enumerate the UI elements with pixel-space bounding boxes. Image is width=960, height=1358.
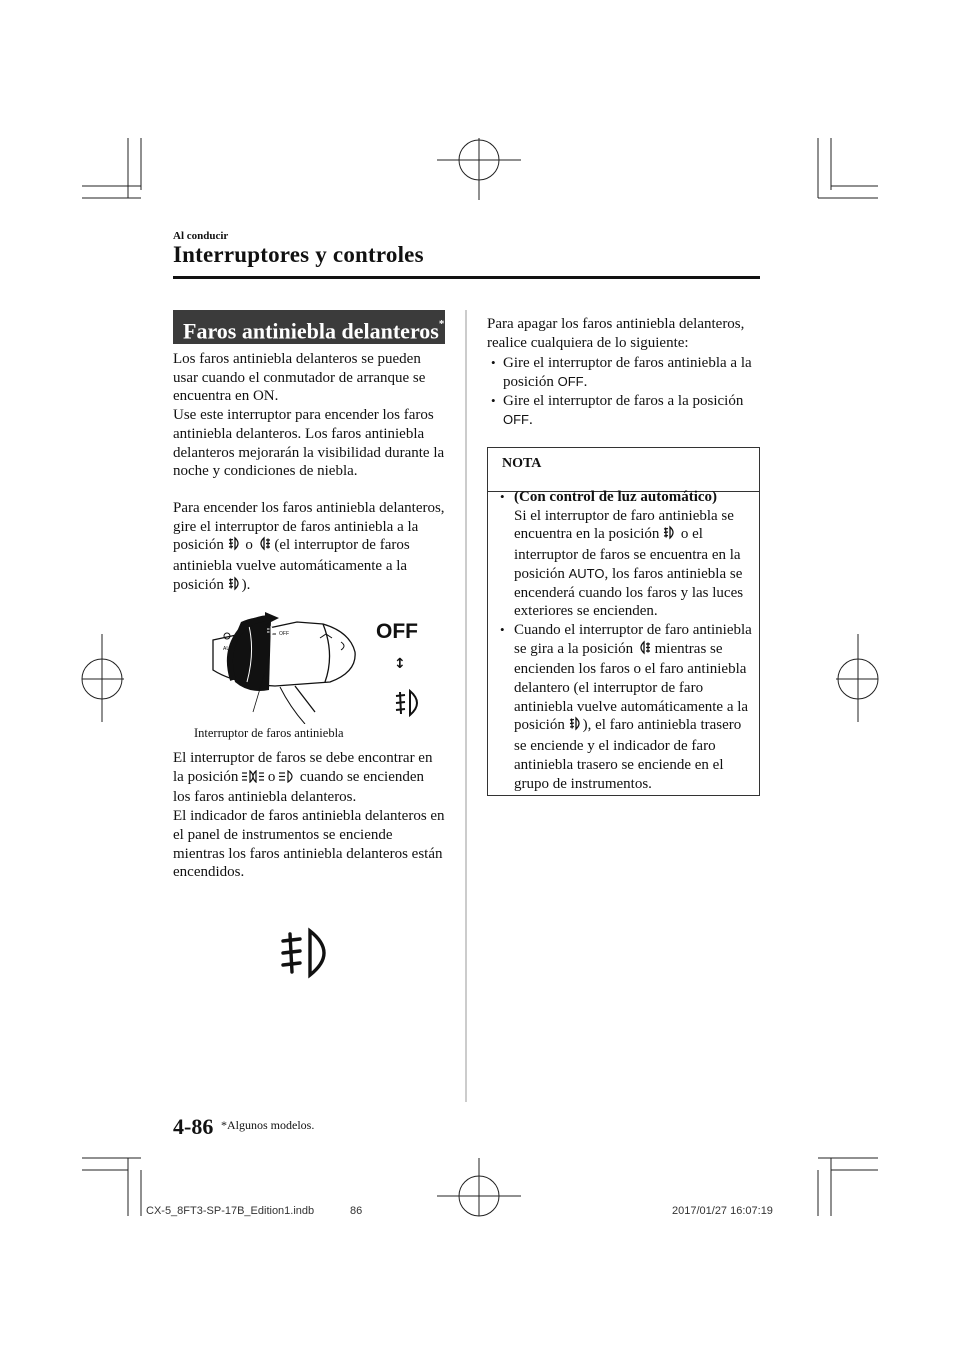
right-column [487,315,762,429]
header-rule [173,276,760,279]
intro-paragraph: Los faros antiniebla delanteros se pueden usar cuando el conmutador de arranque se encuentra en ON. [173,351,426,405]
headlight-text-c: cuando se encienden los faros antiniebla delanteros. [173,768,425,806]
turn-on-text-b: o [245,537,253,554]
print-datetime: 2017/01/27 16:07:19 [672,1205,773,1217]
note-text: o el interruptor de faros se encuentra en la posición [514,526,741,582]
banner-title: Faros antiniebla delanteros [183,318,439,344]
note-list [494,488,756,793]
page-number: 4-86 [173,1114,214,1139]
list-item: • Gire el interruptor de faros a la posición OFF. [489,392,762,429]
left-column-lower [173,749,445,882]
off-position-label: OFF [503,411,529,427]
turn-off-list [489,354,762,429]
usage-paragraph: Use este interruptor para encender los faros antiniebla delanteros. Los faros antiniebla delanteros mejorarán la visibilidad durante la noche y condiciones de niebla. [173,407,445,480]
list-item: • Gire el interruptor de faros antiniebla a la posición OFF. [489,354,762,391]
headlight-text-b: o [267,768,276,785]
figure-arrow: ↕ [394,656,406,672]
list-item-text: Gire el interruptor de faros a la posición [503,392,744,409]
figure-off-label: OFF [376,620,418,643]
list-item-text: Gire el interruptor de faros antiniebla a la posición [503,355,752,391]
turn-on-text-c: (el interruptor de faros antiniebla vuelve automáticamente a la posición [173,537,410,593]
print-file-page: 86 [350,1205,363,1217]
front-fog-light-icon [394,688,426,718]
rear-fog-light-icon [257,536,271,557]
front-fog-light-icon [663,525,677,546]
note-text: , los faros antiniebla se encenderá cuando los faros y las luces exteriores se encienden. [514,565,744,620]
turn-on-text-a: Para encender los faros antiniebla delanteros, gire el interruptor de faros antiniebla a la posición [173,499,445,554]
note-text: Si el interruptor de faro antiniebla se encuentra en la posición [514,507,734,543]
auto-position-label: AUTO [568,565,605,581]
note-body [494,488,756,793]
off-position-label: OFF [557,374,584,390]
turn-on-text-d: ). [241,576,251,593]
figure-caption: Interruptor de faros antiniebla [194,726,344,740]
note-title: NOTA [488,448,759,492]
note-text: ), el faro antiniebla trasero se enciende y el indicador de faro antiniebla trasero se enciende en el grupo de instrumentos. [514,717,742,792]
note-heading: (Con control de luz automático) [514,489,718,505]
list-item [494,621,756,793]
turn-on-paragraph [173,499,445,597]
list-item [494,488,756,621]
headlight-paragraph [173,749,445,807]
headlight-icon [279,770,296,789]
front-fog-light-icon [569,716,583,737]
section-title: Interruptores y controles [173,242,424,267]
front-fog-light-icon [228,536,242,557]
front-fog-indicator-icon [280,926,340,980]
rear-fog-light-icon [637,640,651,661]
note-text: Cuando el interruptor de faro antiniebla se gira a la posición [514,621,752,657]
note-text: mientras se encienden los faros o el faro antiniebla delantero (el interruptor de faro antiniebla vuelve automáticamente a la posición [514,640,749,734]
headlight-text-a: El interruptor de faros se debe encontrar en la posición [173,750,433,785]
turn-off-intro: Para apagar los faros antiniebla delanteros, realice cualquiera de lo siguiente: [487,316,745,351]
footnote: *Algunos modelos. [221,1118,315,1132]
section-label: Al conducir [173,230,229,242]
svg-text:OFF: OFF [279,631,289,637]
topic-banner [173,310,445,344]
svg-text:AU: AU [223,646,230,652]
indicator-paragraph: El indicador de faros antiniebla delanteros en el panel de instrumentos se enciende mientras los faros antiniebla delanteros están encendidos. [173,808,445,881]
left-column [173,350,445,596]
note-box [487,447,760,796]
parking-light-icon [242,770,264,789]
print-file-name: CX-5_8FT3-SP-17B_Edition1.indb [146,1205,315,1217]
banner-marker: * [438,318,445,330]
front-fog-light-icon [228,576,242,597]
